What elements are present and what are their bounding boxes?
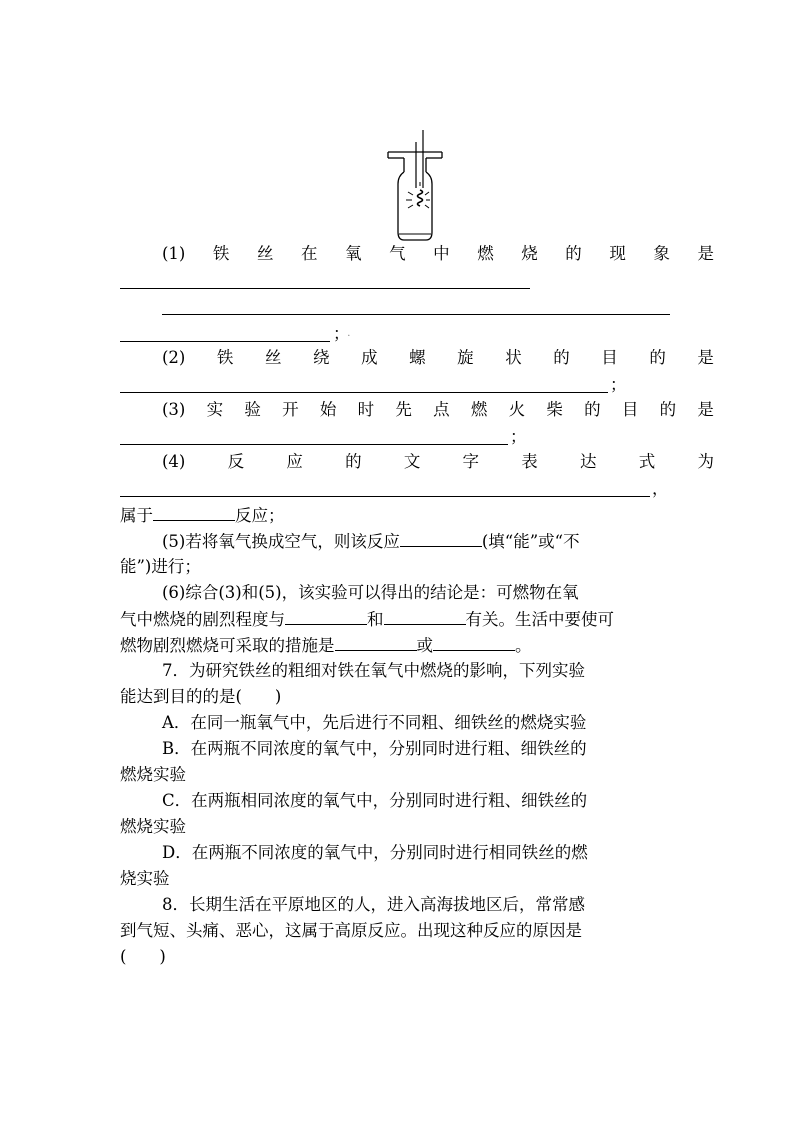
q6-part3-char: 是: [697, 400, 714, 419]
q6-part1-char: (1): [162, 244, 186, 263]
q7-option-d[interactable]: D．在两瓶不同浓度的氧气中，分别同时进行相同铁丝的燃: [162, 843, 588, 862]
answer-blank-p2[interactable]: [120, 392, 608, 393]
answer-blank-p4-b[interactable]: [153, 502, 235, 521]
q6-part6-text: 气中燃烧的剧烈程度与: [120, 610, 285, 629]
q6-part4-char: 达: [580, 452, 597, 471]
q6-part4-char: (4): [162, 452, 186, 471]
q6-part1-char: 是: [697, 244, 714, 263]
q6-part1-line: [120, 241, 714, 267]
answer-blank-p3[interactable]: [120, 444, 508, 445]
q6-part3-char: 柴: [546, 400, 563, 419]
q6-part5-suffix: (填“能”或“不: [481, 532, 580, 551]
q6-part3-char: 始: [319, 400, 337, 419]
q6-part3-char: 火: [508, 400, 526, 419]
q6-part2-char: 旋: [457, 348, 474, 367]
answer-blank-p1-c[interactable]: [120, 341, 330, 342]
q6-part3-char: 时: [357, 400, 375, 419]
q6-part1-char: 中: [433, 244, 450, 263]
q6-part4-char: 反: [227, 452, 245, 471]
q6-part3-char: 点: [433, 400, 450, 419]
q6-part5-prefix: (5)若将氧气换成空气，则该反应: [162, 532, 400, 551]
q6-part6-line2: [120, 606, 672, 633]
q6-part4-char: 式: [638, 452, 656, 471]
q7-stem-line1: 7．为研究铁丝的粗细对铁在氧气中燃烧的影响，下列实验: [162, 661, 585, 680]
q6-part2-char: 的: [649, 348, 666, 367]
q6-part3-char: 开: [282, 400, 299, 419]
q6-part2-char: 目: [601, 348, 618, 367]
q6-part1-char: 铁: [212, 244, 230, 263]
q6-part2-end: ；: [610, 375, 627, 394]
q6-part1-char: 丝: [256, 244, 274, 263]
q6-part1-char: 象: [653, 244, 670, 263]
q6-part2-char: 螺: [409, 348, 426, 367]
q6-part4-char: 应: [286, 452, 303, 471]
q6-part2-char: 是: [697, 348, 714, 367]
q6-part4-line2: [120, 502, 672, 529]
q7-option-c[interactable]: C．在两瓶相同浓度的氧气中，分别同时进行粗、细铁丝的: [162, 791, 588, 810]
answer-blank-p1-a[interactable]: [120, 288, 530, 289]
q6-part4-char: 为: [697, 452, 714, 471]
q6-part6-line1: (6)综合(3)和(5)，该实验可以得出的结论是：可燃物在氧: [162, 583, 579, 602]
q6-part1-char: 在: [301, 244, 318, 263]
q6-part3-char: 验: [244, 400, 261, 419]
semicolon: ；: [333, 324, 342, 343]
q6-part6-text: 和: [367, 610, 384, 629]
q6-part4-char: 表: [521, 452, 538, 471]
q6-part4-line: [120, 449, 714, 475]
q6-part2-char: 绕: [313, 348, 330, 367]
q6-part4-prefix: 属于: [120, 506, 153, 525]
q6-part3-char: 先: [395, 400, 412, 419]
answer-blank-p6-c[interactable]: [335, 632, 417, 651]
q6-part1-char: 的: [565, 244, 582, 263]
answer-blank-p5[interactable]: [400, 528, 482, 547]
q7-option-b-cont: 燃烧实验: [120, 765, 186, 784]
answer-blank-p4-a[interactable]: [120, 496, 650, 497]
q6-part3-end: ；: [510, 427, 527, 446]
q8-stem-line3: ( ): [120, 947, 166, 966]
q6-part3-char: 的: [584, 400, 601, 419]
answer-blank-p6-b[interactable]: [384, 606, 466, 625]
q6-part5-line: [120, 528, 714, 555]
stray-dot: ·: [347, 331, 351, 342]
q6-part2-char: 铁: [216, 348, 234, 367]
q6-part6-text: 燃物剧烈燃烧可采取的措施是: [120, 636, 335, 655]
q6-part2-char: 状: [505, 348, 522, 367]
q6-part5-line2: 能”)进行；: [120, 557, 201, 576]
q7-stem-line2: 能达到目的的是( ): [120, 687, 282, 706]
q6-part4-suffix: 反应；: [235, 506, 285, 525]
q8-stem-line1: 8．长期生活在平原地区的人，进入高海拔地区后，常常感: [162, 895, 585, 914]
q6-part6-line3: [120, 632, 672, 659]
q6-part1-char: 燃: [477, 244, 494, 263]
q8-stem-line2: 到气短、头痛、恶心，这属于高原反应。出现这种反应的原因是: [120, 921, 582, 940]
q6-part2-char: 成: [361, 348, 378, 367]
q6-part2-char: 的: [553, 348, 570, 367]
q6-part4-char: 文: [403, 452, 421, 471]
q6-part1-char: 现: [609, 244, 626, 263]
q6-part2-line: [120, 345, 714, 371]
q6-part3-char: 目: [621, 400, 639, 419]
q6-part4-end: ，: [652, 479, 669, 498]
q6-part6-text: 或: [416, 636, 433, 655]
iron-wire-combustion-bottle-icon: [380, 128, 450, 246]
q7-option-d-cont: 烧实验: [120, 869, 170, 888]
q6-part1-char: 烧: [521, 244, 538, 263]
q6-part6-text: 。: [515, 636, 532, 655]
q6-part2-char: 丝: [264, 348, 282, 367]
q6-part3-char: 实: [206, 400, 224, 419]
q7-option-a[interactable]: A．在同一瓶氧气中，先后进行不同粗、细铁丝的燃烧实验: [162, 713, 587, 732]
q6-part6-text: 有关。生活中要使可: [465, 610, 614, 629]
answer-blank-p6-a[interactable]: [285, 606, 367, 625]
answer-blank-p1-b[interactable]: [162, 314, 670, 315]
q6-part1-char: 气: [389, 244, 406, 263]
q6-part3-char: 的: [659, 400, 677, 419]
q6-part1-char: 氧: [345, 244, 362, 263]
q7-option-c-cont: 燃烧实验: [120, 817, 186, 836]
q6-part4-char: 字: [462, 452, 480, 471]
q6-part3-line: [120, 397, 714, 423]
q6-part2-char: (2): [162, 348, 186, 367]
q7-option-b[interactable]: B．在两瓶不同浓度的氧气中，分别同时进行粗、细铁丝的: [162, 739, 587, 758]
q6-part4-char: 的: [345, 452, 362, 471]
answer-blank-p6-d[interactable]: [433, 632, 515, 651]
q6-part3-char: (3): [162, 400, 186, 419]
q6-part3-char: 燃: [470, 400, 488, 419]
